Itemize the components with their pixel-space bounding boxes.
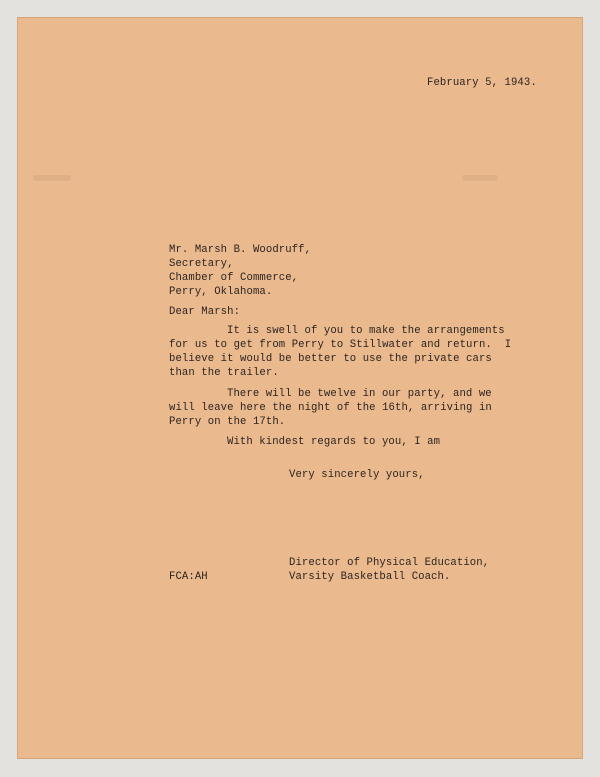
- closing: Very sincerely yours,: [289, 469, 425, 481]
- faint-mark-right: [462, 175, 498, 181]
- body-line-7: Perry on the 17th.: [169, 416, 286, 428]
- body-line-4: than the trailer.: [169, 367, 279, 379]
- date-line: February 5, 1943.: [427, 77, 537, 89]
- address-line-city: Perry, Oklahoma.: [169, 286, 273, 298]
- faint-mark-left: [33, 175, 71, 181]
- body-line-6: will leave here the night of the 16th, arriving in: [169, 402, 492, 414]
- body-line-8: With kindest regards to you, I am: [227, 436, 441, 448]
- signature-title-1: Director of Physical Education,: [289, 557, 490, 569]
- salutation: Dear Marsh:: [169, 306, 241, 318]
- body-line-5: There will be twelve in our party, and we: [227, 388, 492, 400]
- address-line-name: Mr. Marsh B. Woodruff,: [169, 244, 312, 256]
- address-line-organization: Chamber of Commerce,: [169, 272, 299, 284]
- body-line-3: believe it would be better to use the private cars: [169, 353, 492, 365]
- body-line-2: for us to get from Perry to Stillwater and return. I: [169, 339, 512, 351]
- letter-page: [17, 17, 583, 759]
- address-line-title: Secretary,: [169, 258, 234, 270]
- signature-title-2: Varsity Basketball Coach.: [289, 571, 451, 583]
- body-line-1: It is swell of you to make the arrangements: [227, 325, 505, 337]
- reference-initials: FCA:AH: [169, 571, 208, 583]
